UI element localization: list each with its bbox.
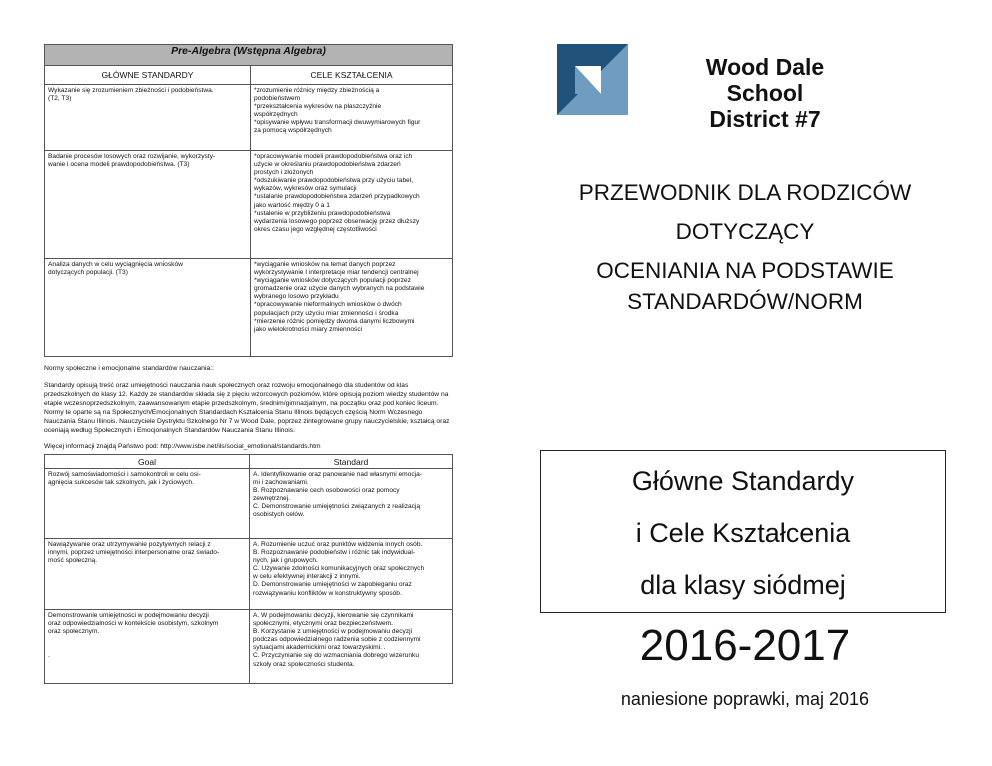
guide-title-line4: STANDARDÓW/NORM (627, 289, 863, 314)
table-row (45, 469, 453, 539)
table-row (45, 610, 453, 684)
guide-title (540, 177, 950, 325)
norms-heading: Normy społeczne i emocjonalne standardów nauczania:: (44, 365, 215, 372)
goals-cell: *zrozumienie różnicy między zbieżnością a podobieństwem *przekształcenia wykresów na płaszczyźnie współrzędnych *opisywanie wpływu transformacji dwuwymiarowych figur za pomocą współrzędnych (251, 85, 453, 151)
standard-cell: Badanie procesów losowych oraz rozwijanie, wykorzysty- wanie i ocena modeli prawdopodobieństwa. (T3) (45, 151, 251, 259)
norms-paragraph: Standardy opisują treść oraz umiejętności nauczania nauk społecznych oraz rozwoju emocjonalnego dla studentów od klas przedszkolnych do klasy 12. Każdy ze standardów składa się z pięciu wzorcowych poziomów, które opisują poziom wiedzy studentów na etapie wczesnoprzedszkolnym, zaawansowanym etapie przedszkolnym, średnim/gimnazjalnym, na początku oraz pod koniec liceum. Normy te oparte są na Społecznych/Emocjonalnych Standardach Kształcenia Stanu Illinois będących częścią Norm Wczesnego Nauczania Stanu Illinois. Nauczyciele Dystryktu Szkolnego Nr 7 w Wood Dale, poprzez zintegrowane grupy nauczycielskie, kształcą oraz oceniają według Społecznych i Emocjonalnych Standardów Nauczania Stanu Illinois. (44, 382, 450, 434)
goal-cell: Nawiązywanie oraz utrzymywanie pozytywnych relacji z innymi, poprzez umiejętności interpersonalne oraz świado- mość społeczną. (45, 539, 250, 610)
goal-cell: Rozwój samoświadomości i samokontroli w celu osi- ągnięcia sukcesów tak szkolnych, jak i życiowych. (45, 469, 250, 539)
table-row (45, 259, 453, 357)
grade-box (540, 450, 946, 613)
guide-title-line2: DOTYCZĄCY (675, 219, 815, 244)
table-row (45, 539, 453, 610)
prealgebra-title: Pre-Algebra (Wstępna Algebra) (45, 45, 453, 66)
school-name-line1: Wood Dale School (705, 54, 825, 106)
standard-cell: Wykazanie się zrozumieniem zbieżności i podobieństwa. (T2, T3) (45, 85, 251, 151)
col-header-standards: GŁÓWNE STANDARDY (45, 66, 251, 85)
col-header-goals: CELE KSZTAŁCENIA (251, 66, 453, 85)
prealgebra-table (44, 44, 453, 357)
table-row (45, 151, 453, 259)
goals-cell: *wyciąganie wniosków na temat danych poprzez wykorzystywanie I interpretacje miar tendencji centralnej *wyciąganie wniosków dotyczących populacji poprzez gromadzenie oraz użycie danych wybranych na podstawie wybranego losowo przykładu *opracowywanie nieformalnych wniosków o dwóch populacjach przy użyciu miar zmienności i środka *mierzenie różnic pomiędzy dwoma danymi liczbowymi jako wielokrotności miary zmienności (251, 259, 453, 357)
school-name (666, 54, 864, 132)
table-row (45, 85, 453, 151)
school-year: 2016-2017 (639, 621, 851, 670)
col-header-goal: Goal (45, 455, 250, 469)
col-header-standard: Standard (250, 455, 453, 469)
box-line1: Główne Standardy (631, 466, 855, 496)
guide-title-line1: PRZEWODNIK DLA RODZICÓW (578, 180, 912, 205)
standard-cell: A. Identyfikowanie oraz panowanie nad własnymi emocja- mi i zachowaniami. B. Rozpoznawanie cech osobowości oraz pomocy zewnętrznej. C. Demonstrowanie umiejętności związanych z realizacją osobistych celów. (250, 469, 453, 539)
revision-note: naniesione poprawki, maj 2016 (620, 689, 870, 709)
goal-cell: Demonstrowanie umiejętności w podejmowaniu decyzji oraz odpowiedzialności w kontekście osobistym, szkolnym oraz społecznym. . (45, 610, 250, 684)
school-name-line2: District #7 (709, 106, 821, 132)
left-column (44, 44, 452, 684)
more-info-line: Więcej informacji znajdą Państwo pod: http://www.isbe.net/ils/social_emotional/standards.htm (44, 443, 321, 450)
guide-title-line3: OCENIANIA NA PODSTAWIE (596, 258, 894, 283)
district-logo-icon (557, 44, 628, 115)
box-line3: dla klasy siódmej (640, 570, 846, 600)
goals-table (44, 454, 453, 684)
standard-cell: Analiza danych w celu wyciągnięcia wniosków dotyczących populacji. (T3) (45, 259, 251, 357)
box-line2: i Cele Kształcenia (635, 518, 851, 548)
standard-cell: A. Rozumienie uczuć oraz punktów widzenia innych osób. B. Rozpoznawanie podobieństw i różnic tak indywidual- nych, jak i grupowych. C. Używanie zdolności komunikacyjnych oraz społecznych w celu efektywnej interakcji z innymi. D. Demonstrowanie umiejętności w zapobieganiu oraz rozwiązywaniu konfliktów w konstruktywny sposób. (250, 539, 453, 610)
goals-cell: *opracowywanie modeli prawdopodobieństwa oraz ich użycie w określaniu prawdopodobieństwa zdarzeń prostych i złożonych *odszukiwanie prawdopodobieństwa przy użyciu tabel, wykazów, wykresów oraz symulacji *ustalanie prawdopodobieństwa zdarzeń przypadkowych jako wartość między 0 a 1 *ustalenie w przybliżeniu prawdopodobieństwa wydarzenia losowego poprzez obserwację przez dłuższy okres czasu jego względnej częstotliwości (251, 151, 453, 259)
standard-cell: A. W podejmowaniu decyzji, kierowanie się czynnikami społecznymi, etycznymi oraz bezpieczeństwem. B. Korzystanie z umiejętności w podejmowaniu decyzji podczas odpowiedzialnego radzenia sobie z codziennymi sytuacjami akademickimi oraz towarzyskimi. . C. Przyczynianie się do wzmacniania dobrego wizerunku szkoły oraz społeczności studenta. (250, 610, 453, 684)
